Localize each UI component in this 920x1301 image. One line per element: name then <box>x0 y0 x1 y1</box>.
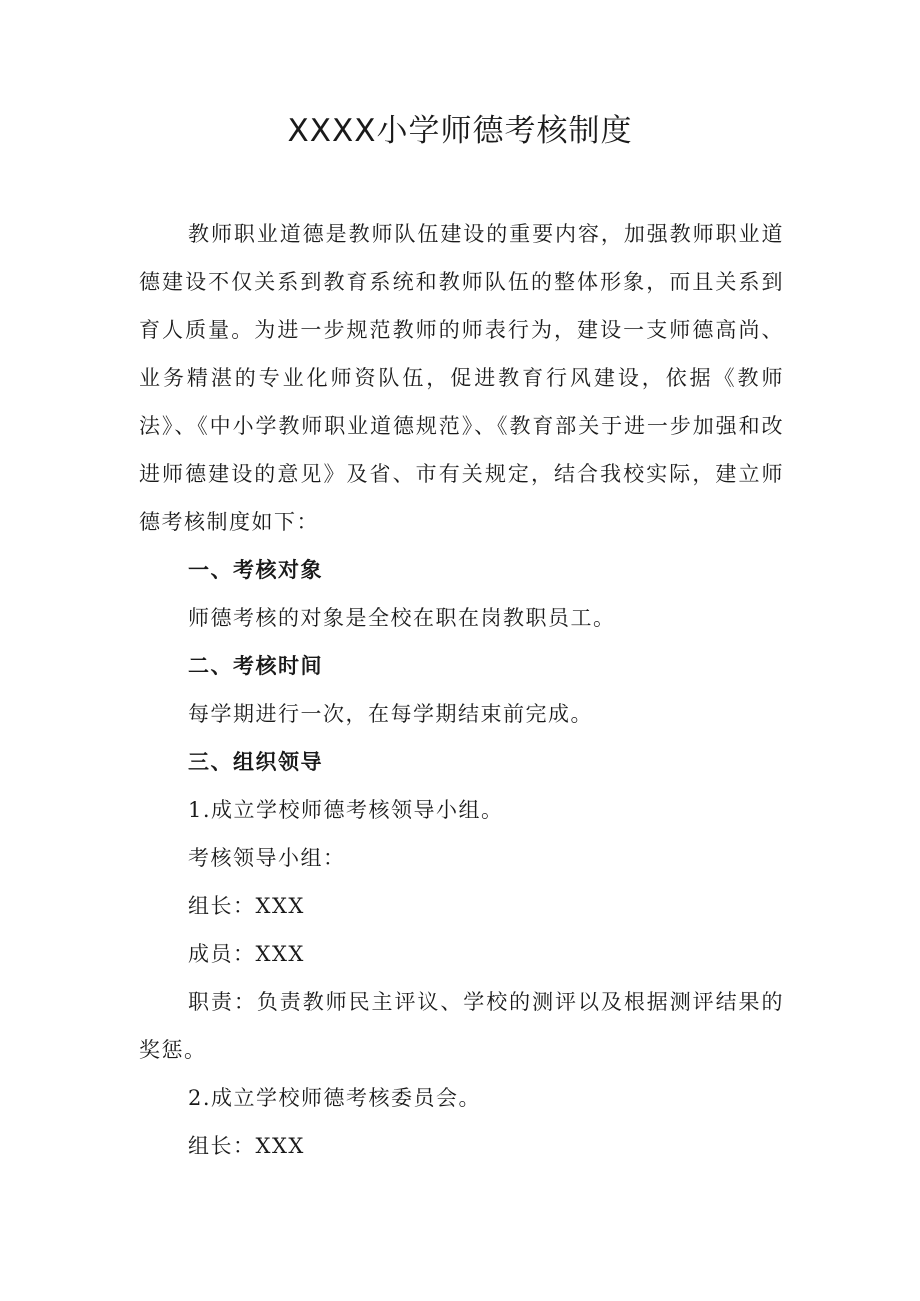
assessment-target-text: 师德考核的对象是全校在职在岗教职员工。 <box>188 606 616 630</box>
group-members-line: 成员：XXX <box>188 942 305 966</box>
section-heading-assessment-time: 二、考核时间 <box>188 654 323 678</box>
group-leader-line: 组长：XXX <box>188 894 305 918</box>
group-duty-paragraph: 职责：负责教师民主评议、学校的测评以及根据测评结果的奖惩。 <box>139 990 784 1062</box>
intro-paragraph: 教师职业道德是教师队伍建设的重要内容，加强教师职业道德建设不仅关系到教育系统和教师队伍的整体形象，而且关系到育人质量。为进一步规范教师的师表行为，建设一支师德高尚、业务精湛的专业化师资队伍，促进教育行风建设，依据《教师法》、《中小学教师职业道德规范》、《教育部关于进一步加强和改进师德建设的意见》及省、市有关规定，结合我校实际，建立师德考核制度如下： <box>139 222 784 534</box>
section-heading-assessment-target: 一、考核对象 <box>188 558 323 582</box>
document-title: XXXX小学师德考核制度 <box>287 113 633 149</box>
section-heading-organization: 三、组织领导 <box>188 750 323 774</box>
assessment-time-text: 每学期进行一次，在每学期结束前完成。 <box>188 702 593 726</box>
document-body <box>139 210 784 1170</box>
organization-item-1: 1.成立学校师德考核领导小组。 <box>188 798 504 822</box>
organization-item-2: 2.成立学校师德考核委员会。 <box>188 1086 482 1110</box>
committee-leader-line: 组长：XXX <box>188 1134 305 1158</box>
leadership-group-label: 考核领导小组： <box>188 846 346 870</box>
